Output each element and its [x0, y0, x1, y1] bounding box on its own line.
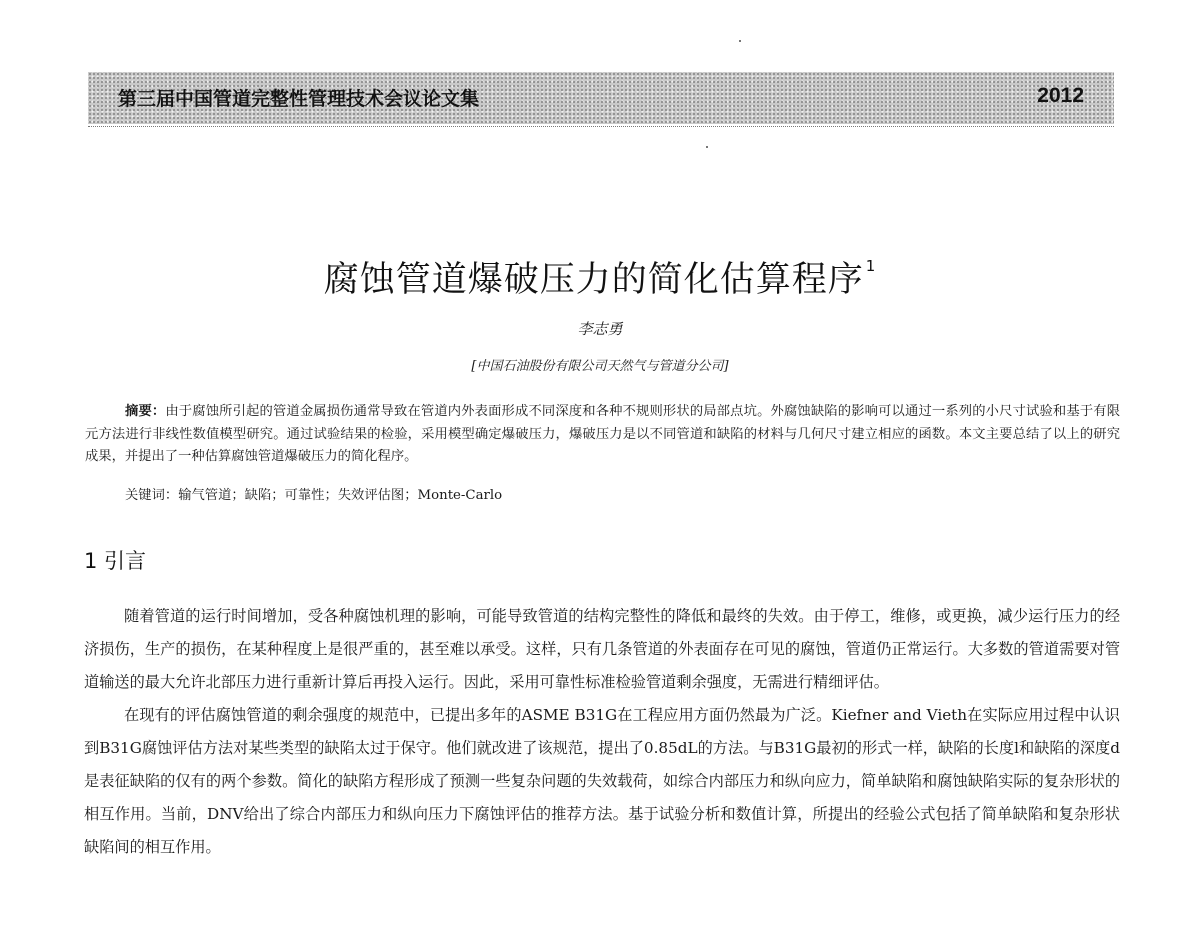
keywords-text: 输气管道；缺陷；可靠性；失效评估图；Monte-Carlo: [178, 488, 503, 503]
section-body: [84, 600, 1120, 864]
abstract-text: 由于腐蚀所引起的管道金属损伤通常导致在管道内外表面形成不同深度和各种不规则形状的局部点坑。外腐蚀缺陷的影响可以通过一系列的小尺寸试验和基于有限元方法进行非线性数值模型研究。通过试验结果的检验，采用模型确定爆破压力，爆破压力是以不同管道和缺陷的材料与几何尺寸建立相应的函数。本文主要总结了以上的研究成果，并提出了一种估算腐蚀管道爆破压力的简化程序。: [85, 404, 1121, 464]
keywords: [125, 485, 502, 507]
abstract-label: 摘要：: [125, 404, 166, 419]
paper-title-text: 腐蚀管道爆破压力的简化估算程序: [323, 260, 864, 300]
paper-title: [0, 252, 1200, 302]
proceedings-title: 第三届中国管道完整性管理技术会议论文集: [118, 88, 480, 110]
author-name: 李志勇: [577, 320, 623, 338]
abstract: [85, 401, 1120, 469]
body-paragraph: 在现有的评估腐蚀管道的剩余强度的规范中，已提出多年的ASME B31G在工程应用方面仍然最为广泛。Kiefner and Vieth在实际应用过程中认识到B31G腐蚀评估方法对某些类型的缺陷太过于保守。他们就改进了该规范，提出了0.85dL的方法。与B31G最初的形式一样，缺陷的长度l和缺陷的深度d是表征缺陷的仅有的两个参数。简化的缺陷方程形成了预测一些复杂问题的失效载荷，如综合内部压力和纵向应力，简单缺陷和腐蚀缺陷实际的复杂形状的相互作用。当前，DNV给出了综合内部压力和纵向压力下腐蚀评估的推荐方法。基于试验分析和数值计算，所提出的经验公式包括了简单缺陷和复杂形状缺陷间的相互作用。: [84, 706, 1120, 856]
scan-speck: [739, 40, 741, 42]
section-heading: 1 引言: [84, 549, 147, 573]
scan-speck: [706, 146, 708, 148]
keywords-label: 关键词：: [125, 488, 179, 503]
title-footnote-mark: 1: [865, 257, 877, 275]
body-paragraph: 随着管道的运行时间增加，受各种腐蚀机理的影响，可能导致管道的结构完整性的降低和最终的失效。由于停工，维修，或更换，减少运行压力的经济损伤，生产的损伤，在某种程度上是很严重的，甚至难以承受。这样，只有几条管道的外表面存在可见的腐蚀，管道仍正常运行。大多数的管道需要对管道输送的最大允许北部压力进行重新计算后再投入运行。因此，采用可靠性标准检验管道剩余强度，无需进行精细评估。: [84, 607, 1120, 691]
header-rule: [88, 126, 1114, 127]
author-affiliation: [中国石油股份有限公司天然气与管道分公司]: [471, 359, 729, 374]
header-year: 2012: [1037, 84, 1084, 107]
